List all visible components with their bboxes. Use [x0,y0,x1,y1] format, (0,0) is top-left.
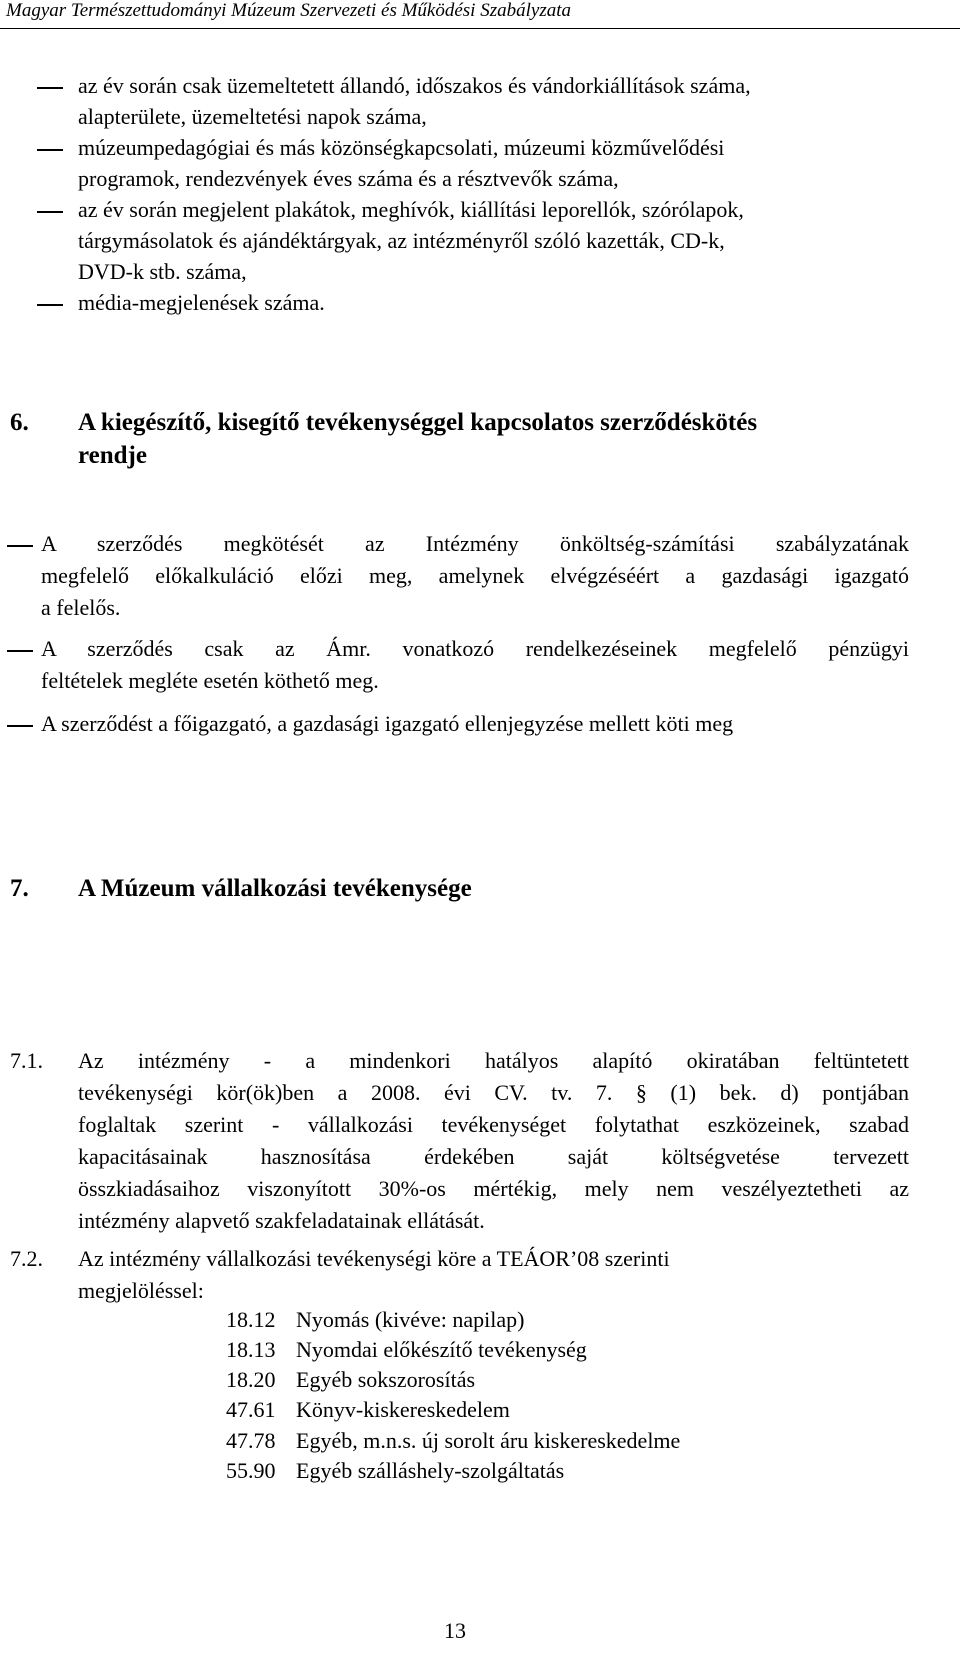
activity-code: 47.78 [226,1428,276,1453]
activity-code: 18.20 [226,1367,276,1392]
bullet-line: A szerződés csak az Ámr. vonatkozó rendelkezéseinek megfelelő pénzügyi [41,636,909,661]
paragraph-7-2-line: Az intézmény vállalkozási tevékenységi köre a TEÁOR’08 szerinti [78,1246,670,1271]
paragraph-7-2-line: megjelöléssel: [78,1278,204,1303]
activity-code: 47.61 [226,1397,276,1422]
list-item-line: média-megjelenések száma. [78,290,325,315]
dash-bullet [7,650,33,652]
paragraph-line: összkiadásaihoz viszonyított 30%-os mértékig, mely nem veszélyeztetheti az [78,1176,909,1201]
activity-label: Könyv-kiskereskedelem [296,1397,510,1422]
activity-label: Nyomdai előkészítő tevékenység [296,1337,587,1362]
paragraph-line: intézmény alapvető szakfeladatainak ellátását. [78,1208,485,1233]
dash-bullet [37,211,63,213]
paragraph-line: Az intézmény - a mindenkori hatályos alapító okiratában feltüntetett [78,1048,909,1073]
activity-code: 18.12 [226,1307,276,1332]
activity-label: Nyomás (kivéve: napilap) [296,1307,525,1332]
activity-label: Egyéb sokszorosítás [296,1367,476,1392]
activity-label: Egyéb, m.n.s. új sorolt áru kiskereskedelme [296,1428,681,1453]
list-item-line: DVD-k stb. száma, [78,259,247,284]
paragraph-7-2-number: 7.2. [10,1246,43,1271]
list-item-line: az év során megjelent plakátok, meghívók, kiállítási leporellók, szórólapok, [78,197,744,222]
activity-label: Egyéb szálláshely-szolgáltatás [296,1458,565,1483]
paragraph-line: foglaltak szerint - vállalkozási tevékenységet folytathat eszközeinek, szabad [78,1112,909,1137]
list-item-line: az év során csak üzemeltetett állandó, időszakos és vándorkiállítások száma, [78,73,751,98]
list-item-line: tárgymásolatok és ajándéktárgyak, az intézményről szóló kazetták, CD-k, [78,228,725,253]
activity-code: 55.90 [226,1458,276,1483]
dash-bullet [7,545,33,547]
bullet-line: A szerződést a főigazgató, a gazdasági igazgató ellenjegyzése mellett köti meg [41,711,734,736]
dash-bullet [37,87,63,89]
page-header [0,0,960,29]
section-6-title: A kiegészítő, kisegítő tevékenységgel kapcsolatos szerződéskötés [78,409,758,436]
dash-bullet [37,149,63,151]
activity-code: 18.13 [226,1337,276,1362]
section-6-title-cont: rendje [78,442,147,469]
list-item-line: programok, rendezvények éves száma és a résztvevők száma, [78,166,619,191]
section-6-number: 6. [10,409,29,436]
list-item-line: múzeumpedagógiai és más közönségkapcsolati, múzeumi közművelődési [78,135,725,160]
bullet-line: a felelős. [41,595,121,620]
bullet-line: feltételek megléte esetén köthető meg. [41,668,379,693]
paragraph-line: kapacitásainak hasznosítása érdekében saját költségvetése tervezett [78,1144,909,1169]
header-title: Magyar Természettudományi Múzeum Szervezeti és Működési Szabályzata [6,0,571,21]
bullet-line: A szerződés megkötését az Intézmény önköltség-számítási szabályzatának [41,531,909,556]
paragraph-7-1-number: 7.1. [10,1048,43,1073]
dash-bullet [37,304,63,306]
section-7-number: 7. [10,875,29,902]
bullet-line: megfelelő előkalkuláció előzi meg, amelynek elvégzéséért a gazdasági igazgató [41,563,909,588]
section-7-title: A Múzeum vállalkozási tevékenysége [78,875,472,902]
list-item-line: alapterülete, üzemeltetési napok száma, [78,104,427,129]
paragraph-line: tevékenységi kör(ök)ben a 2008. évi CV. tv. 7. § (1) bek. d) pontjában [78,1080,909,1105]
dash-bullet [7,725,33,727]
page-number: 13 [444,1618,466,1643]
